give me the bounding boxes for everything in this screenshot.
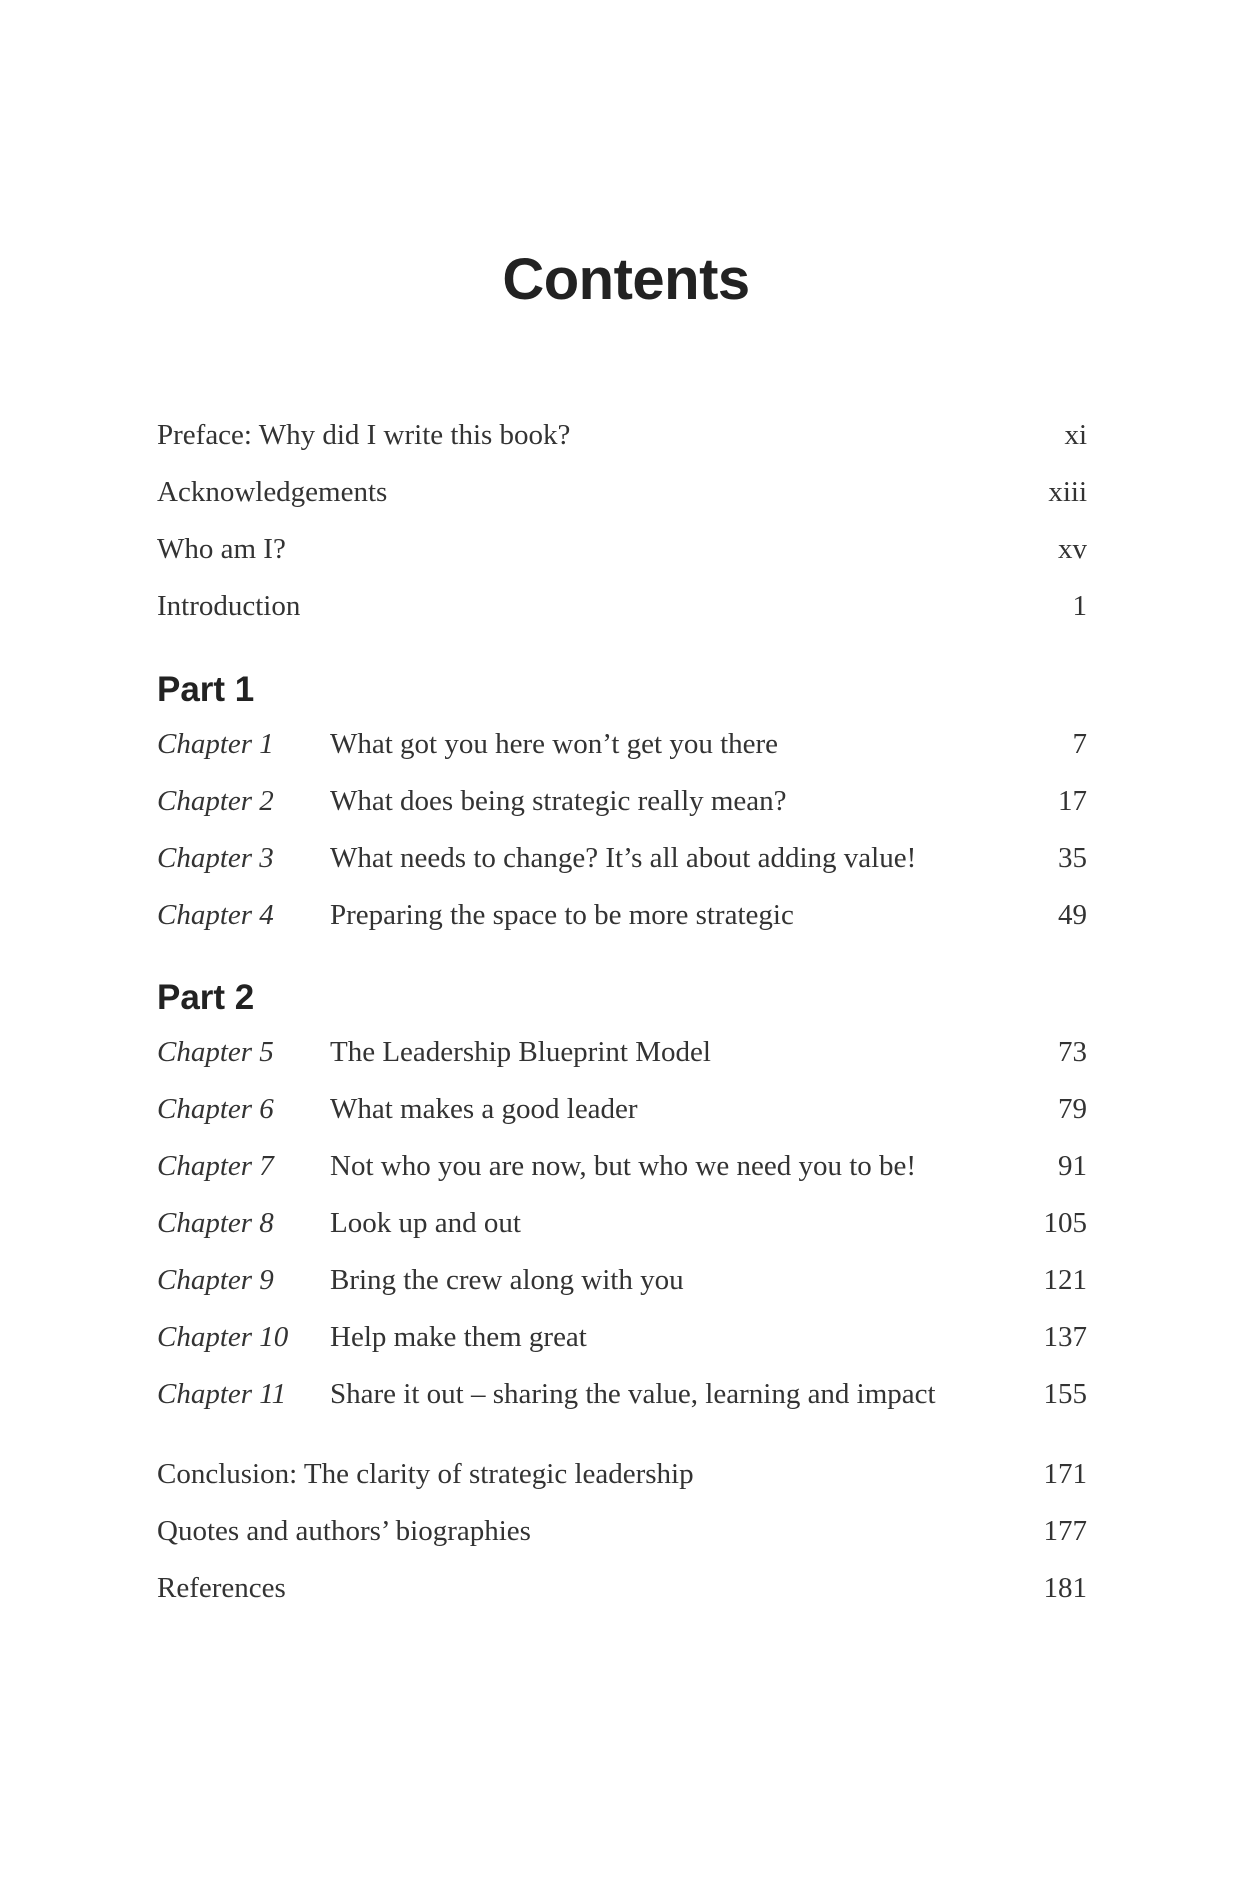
entry-page-number: 177 bbox=[1043, 1515, 1087, 1547]
chapter-number: Chapter 3 bbox=[157, 842, 274, 874]
chapter-title: What makes a good leader bbox=[330, 1093, 638, 1125]
toc-chapter-4 bbox=[157, 895, 1087, 935]
entry-page-number: 79 bbox=[1058, 1093, 1087, 1125]
entry-label: Preface: Why did I write this book? bbox=[157, 419, 571, 451]
chapter-number: Chapter 9 bbox=[157, 1264, 274, 1296]
chapter-title: Help make them great bbox=[330, 1321, 587, 1353]
entry-page-number: 105 bbox=[1043, 1207, 1087, 1239]
toc-chapter-11 bbox=[157, 1374, 1087, 1414]
toc-chapter-3 bbox=[157, 838, 1087, 878]
toc-entry-acknowledgements bbox=[157, 472, 1087, 512]
entry-label: Quotes and authors’ biographies bbox=[157, 1515, 531, 1547]
entry-page-number: 1 bbox=[1072, 590, 1087, 622]
entry-page-number: 7 bbox=[1072, 728, 1087, 760]
entry-label: Acknowledgements bbox=[157, 476, 388, 508]
entry-page-number: 35 bbox=[1058, 842, 1087, 874]
chapter-number: Chapter 1 bbox=[157, 728, 274, 760]
chapter-title: Bring the crew along with you bbox=[330, 1264, 684, 1296]
toc-chapter-1 bbox=[157, 724, 1087, 764]
toc-chapter-2 bbox=[157, 781, 1087, 821]
entry-page-number: 73 bbox=[1058, 1036, 1087, 1068]
toc-entry-preface bbox=[157, 415, 1087, 455]
entry-page-number: 171 bbox=[1043, 1458, 1087, 1490]
entry-page-number: xi bbox=[1064, 419, 1087, 451]
chapter-title: Not who you are now, but who we need you to be! bbox=[330, 1150, 917, 1182]
toc-entry-who-am-i bbox=[157, 529, 1087, 569]
chapter-title: What needs to change? It’s all about adding value! bbox=[330, 842, 917, 874]
entry-page-number: 17 bbox=[1058, 785, 1087, 817]
toc-chapter-6 bbox=[157, 1089, 1087, 1129]
toc-chapter-10 bbox=[157, 1317, 1087, 1357]
entry-page-number: 137 bbox=[1043, 1321, 1087, 1353]
entry-page-number: 155 bbox=[1043, 1378, 1087, 1410]
chapter-number: Chapter 10 bbox=[157, 1321, 289, 1353]
entry-page-number: xiii bbox=[1048, 476, 1087, 508]
entry-label: References bbox=[157, 1572, 286, 1604]
chapter-number: Chapter 5 bbox=[157, 1036, 274, 1068]
toc-entry-introduction bbox=[157, 586, 1087, 626]
entry-page-number: 91 bbox=[1058, 1150, 1087, 1182]
chapter-number: Chapter 4 bbox=[157, 899, 274, 931]
entry-label: Introduction bbox=[157, 590, 301, 622]
chapter-title: The Leadership Blueprint Model bbox=[330, 1036, 711, 1068]
toc-chapter-8 bbox=[157, 1203, 1087, 1243]
part-heading-1: Part 1 bbox=[157, 670, 255, 709]
chapter-number: Chapter 8 bbox=[157, 1207, 274, 1239]
toc-entry-quotes-biographies bbox=[157, 1511, 1087, 1551]
chapter-title: What does being strategic really mean? bbox=[330, 785, 787, 817]
chapter-title: Look up and out bbox=[330, 1207, 521, 1239]
chapter-title: What got you here won’t get you there bbox=[330, 728, 779, 760]
page-title: Contents bbox=[502, 247, 750, 312]
part-heading-2: Part 2 bbox=[157, 978, 255, 1017]
entry-page-number: 49 bbox=[1058, 899, 1087, 931]
entry-label: Conclusion: The clarity of strategic leadership bbox=[157, 1458, 694, 1490]
chapter-number: Chapter 7 bbox=[157, 1150, 274, 1182]
chapter-number: Chapter 11 bbox=[157, 1378, 287, 1410]
toc-entry-conclusion bbox=[157, 1454, 1087, 1494]
entry-page-number: 121 bbox=[1043, 1264, 1087, 1296]
chapter-number: Chapter 6 bbox=[157, 1093, 274, 1125]
toc-chapter-5 bbox=[157, 1032, 1087, 1072]
toc-chapter-7 bbox=[157, 1146, 1087, 1186]
toc-chapter-9 bbox=[157, 1260, 1087, 1300]
entry-page-number: 181 bbox=[1043, 1572, 1087, 1604]
chapter-number: Chapter 2 bbox=[157, 785, 274, 817]
entry-page-number: xv bbox=[1058, 533, 1087, 565]
toc-entry-references bbox=[157, 1568, 1087, 1608]
chapter-title: Preparing the space to be more strategic bbox=[330, 899, 794, 931]
entry-label: Who am I? bbox=[157, 533, 286, 565]
chapter-title: Share it out – sharing the value, learning and impact bbox=[330, 1378, 936, 1410]
